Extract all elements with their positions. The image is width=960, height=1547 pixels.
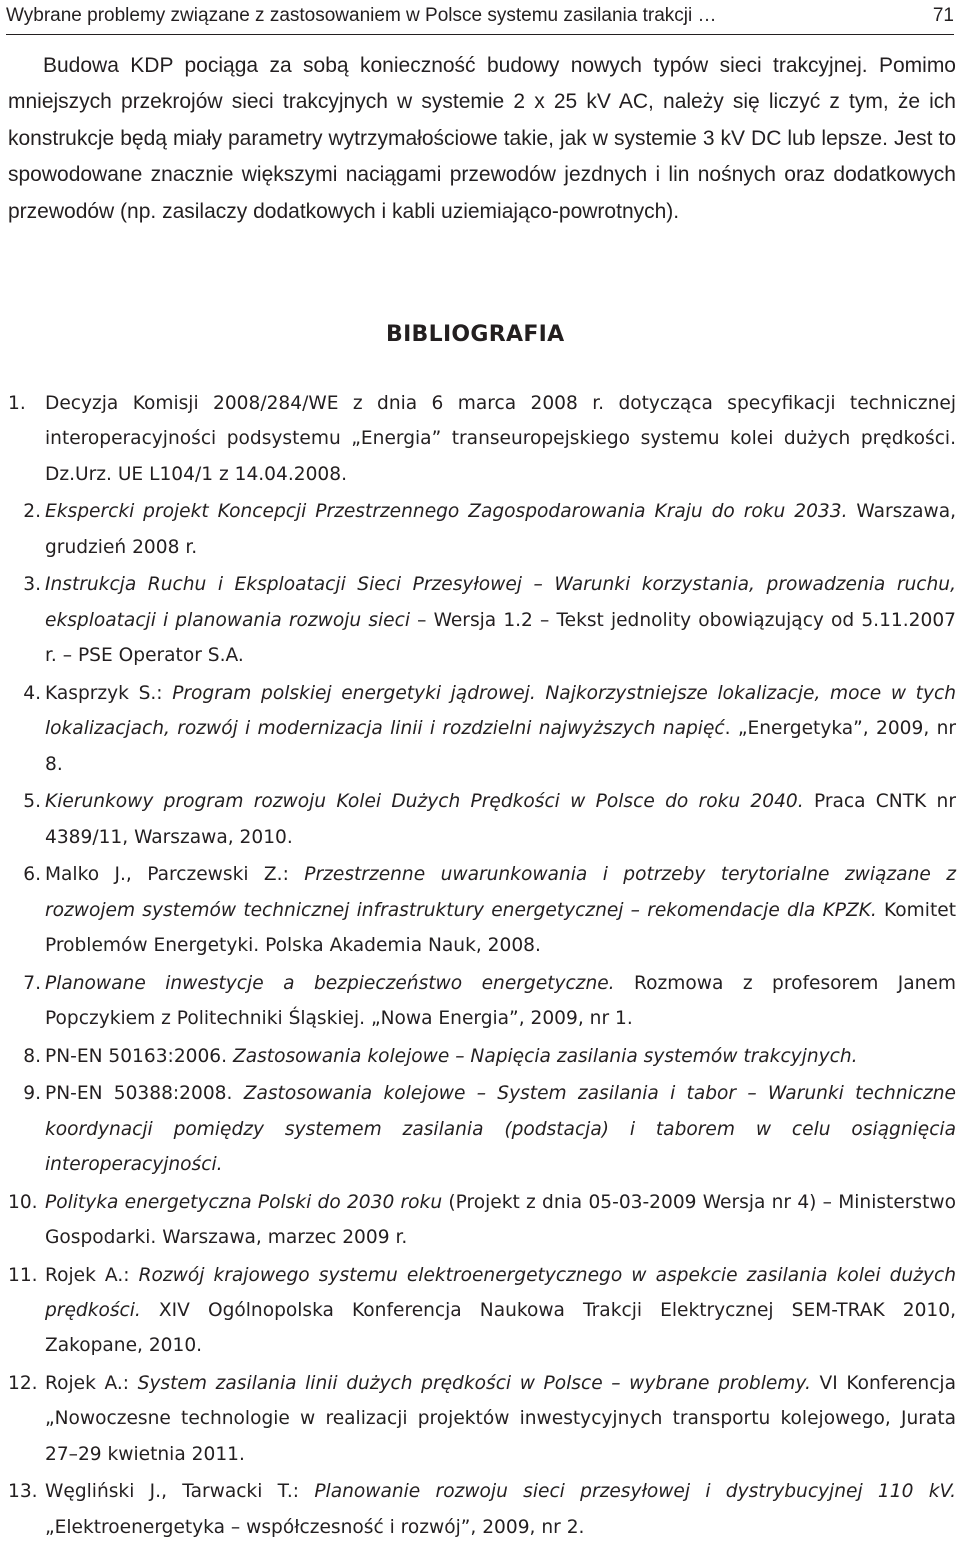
bibliography-entry bbox=[8, 1258, 956, 1364]
page-number: 71 bbox=[932, 5, 954, 26]
entry-number: 2. bbox=[23, 501, 41, 523]
entry-text: Rojek A.: bbox=[45, 1264, 139, 1286]
entry-text: Decyzja Komisji 2008/284/WE z dnia 6 marca 2008 r. dotycząca specyfikacji technicznej interoperacyjności podsystemu „Energia” transeuropejskiego systemu kolei dużych prędkości. Dz.Urz. UE L104/1 z 14.04.2008. bbox=[45, 393, 956, 485]
entry-number: 6. bbox=[23, 864, 41, 886]
entry-title: Zastosowania kolejowe – Napięcia zasilania systemów trakcyjnych. bbox=[232, 1045, 858, 1067]
entry-text: Malko J., Parczewski Z.: bbox=[45, 864, 305, 886]
entry-text: Rojek A.: bbox=[45, 1373, 138, 1395]
entry-text: Rozmowa z profesorem Janem Popczykiem z Politechniki Śląskiej. „Nowa Energia”, 2009, nr 1. bbox=[45, 972, 956, 1030]
entry-title: Rozwój krajowego systemu elektroenergetycznego w aspekcie zasilania kolei dużych prędkości. bbox=[45, 1264, 956, 1322]
bibliography-entry bbox=[8, 1474, 956, 1545]
entry-title: Program polskiej energetyki jądrowej. Najkorzystniejsze lokalizacje, moce w tych lokalizacjach, rozwój i modernizacja linii i rozdzielni najwyższych napięć bbox=[45, 682, 956, 740]
bibliography-entry bbox=[8, 857, 956, 963]
entry-title: Polityka energetyczna Polski do 2030 roku bbox=[45, 1191, 443, 1213]
entry-title: Planowane inwestycje a bezpieczeństwo energetyczne. bbox=[45, 972, 615, 994]
entry-title: Ekspercki projekt Koncepcji Przestrzennego Zagospodarowania Kraju do roku 2033. bbox=[45, 501, 848, 523]
bibliography-entry bbox=[8, 966, 956, 1037]
entry-text: PN-EN 50388:2008. bbox=[45, 1083, 244, 1105]
entry-text: (Projekt z dnia 05-03-2009 Wersja nr 4) – Ministerstwo Gospodarki. Warszawa, marzec 2009 r. bbox=[45, 1191, 956, 1249]
entry-number: 9. bbox=[23, 1083, 41, 1105]
entry-number: 5. bbox=[23, 791, 41, 813]
entry-title: Planowanie rozwoju sieci przesyłowej i dystrybucyjnej 110 kV. bbox=[314, 1481, 956, 1503]
entry-title: Instrukcja Ruchu i Eksploatacji Sieci Przesyłowej – Warunki korzystania, prowadzenia ruchu, eksploatacji i planowania rozwoju sieci bbox=[45, 574, 956, 631]
entry-number: 11. bbox=[8, 1264, 38, 1286]
bibliography-entry bbox=[8, 676, 956, 782]
entry-number: 1. bbox=[8, 393, 26, 414]
entry-number: 12. bbox=[8, 1373, 38, 1395]
entry-text: PN-EN 50163:2006. bbox=[45, 1045, 233, 1067]
bibliography-entry bbox=[8, 1366, 956, 1472]
entry-text: XIV Ogólnopolska Konferencja Naukowa Trakcji Elektrycznej SEM-TRAK 2010, Zakopane, 2010. bbox=[45, 1300, 956, 1357]
entry-number: 3. bbox=[23, 574, 41, 596]
intro-section bbox=[8, 48, 956, 230]
entry-title: Kierunkowy program rozwoju Kolei Dużych Prędkości w Polsce do roku 2040. bbox=[45, 791, 804, 813]
running-title: Wybrane problemy związane z zastosowaniem w Polsce systemu zasilania trakcji … bbox=[6, 5, 717, 26]
entry-number: 10. bbox=[8, 1191, 38, 1213]
entry-number: 8. bbox=[23, 1045, 41, 1067]
bibliography-entry bbox=[8, 567, 956, 673]
bibliography-heading: BIBLIOGRAFIA bbox=[386, 322, 565, 347]
entry-text: Warszawa, grudzień 2008 r. bbox=[45, 501, 957, 558]
entry-number: 13. bbox=[8, 1481, 38, 1503]
entry-text: Komitet Problemów Energetyki. Polska Akademia Nauk, 2008. bbox=[45, 899, 956, 957]
entry-number: 4. bbox=[23, 682, 41, 704]
entry-text: „Elektroenergetyka – współczesność i rozwój”, 2009, nr 2. bbox=[45, 1516, 585, 1538]
entry-text: – Wersja 1.2 – Tekst jednolity obowiązujący od 5.11.2007 r. – PSE Operator S.A. bbox=[45, 609, 956, 667]
entry-text: VI Konferencja „Nowoczesne technologie w realizacji projektów inwestycyjnych transportu kolejowego, Jurata 27–29 kwietnia 2011. bbox=[45, 1373, 956, 1465]
intro-paragraph: Budowa KDP pociąga za sobą konieczność budowy nowych typów sieci trakcyjnej. Pomimo mniejszych przekrojów sieci trakcyjnych w systemie 2 x 25 kV AC, należy się liczyć z tym, że ich konstrukcje będą miały parametry wytrzymałościowe takie, jak w systemie 3 kV DC lub lepsze. Jest to spowodowane znacznie większymi naciągami przewodów jezdnych i lin nośnych oraz dodatkowych przewodów (np. zasilaczy dodatkowych i kabli uziemiająco-powrotnych). bbox=[8, 54, 956, 223]
entry-title: Zastosowania kolejowe – System zasilania i tabor – Warunki techniczne koordynacji pomiędzy systemem zasilania (podstacja) i taborem w celu osiągnięcia interoperacyjności. bbox=[45, 1083, 956, 1176]
bibliography-entry bbox=[8, 1185, 956, 1256]
bibliography-entry bbox=[8, 494, 956, 565]
entry-text: Praca CNTK nr 4389/11, Warszawa, 2010. bbox=[45, 791, 956, 848]
running-header bbox=[6, 0, 954, 35]
entry-title: Przestrzenne uwarunkowania i potrzeby terytorialne związane z rozwojem systemów technicznej infrastruktury energetycznej – rekomendacje dla KPZK. bbox=[45, 864, 956, 921]
bibliography-list bbox=[8, 386, 956, 1547]
entry-text: . „Energetyka”, 2009, nr 8. bbox=[45, 718, 956, 775]
entry-text: Węgliński J., Tarwacki T.: bbox=[45, 1481, 315, 1503]
bibliography-entry bbox=[8, 1076, 956, 1182]
bibliography-entry bbox=[8, 1039, 956, 1074]
bibliography-entry bbox=[8, 784, 956, 855]
bibliography-entry bbox=[8, 386, 956, 492]
entry-number: 7. bbox=[23, 972, 41, 994]
entry-title: System zasilania linii dużych prędkości w Polsce – wybrane problemy. bbox=[137, 1373, 811, 1395]
entry-text: Kasprzyk S.: bbox=[45, 682, 173, 704]
